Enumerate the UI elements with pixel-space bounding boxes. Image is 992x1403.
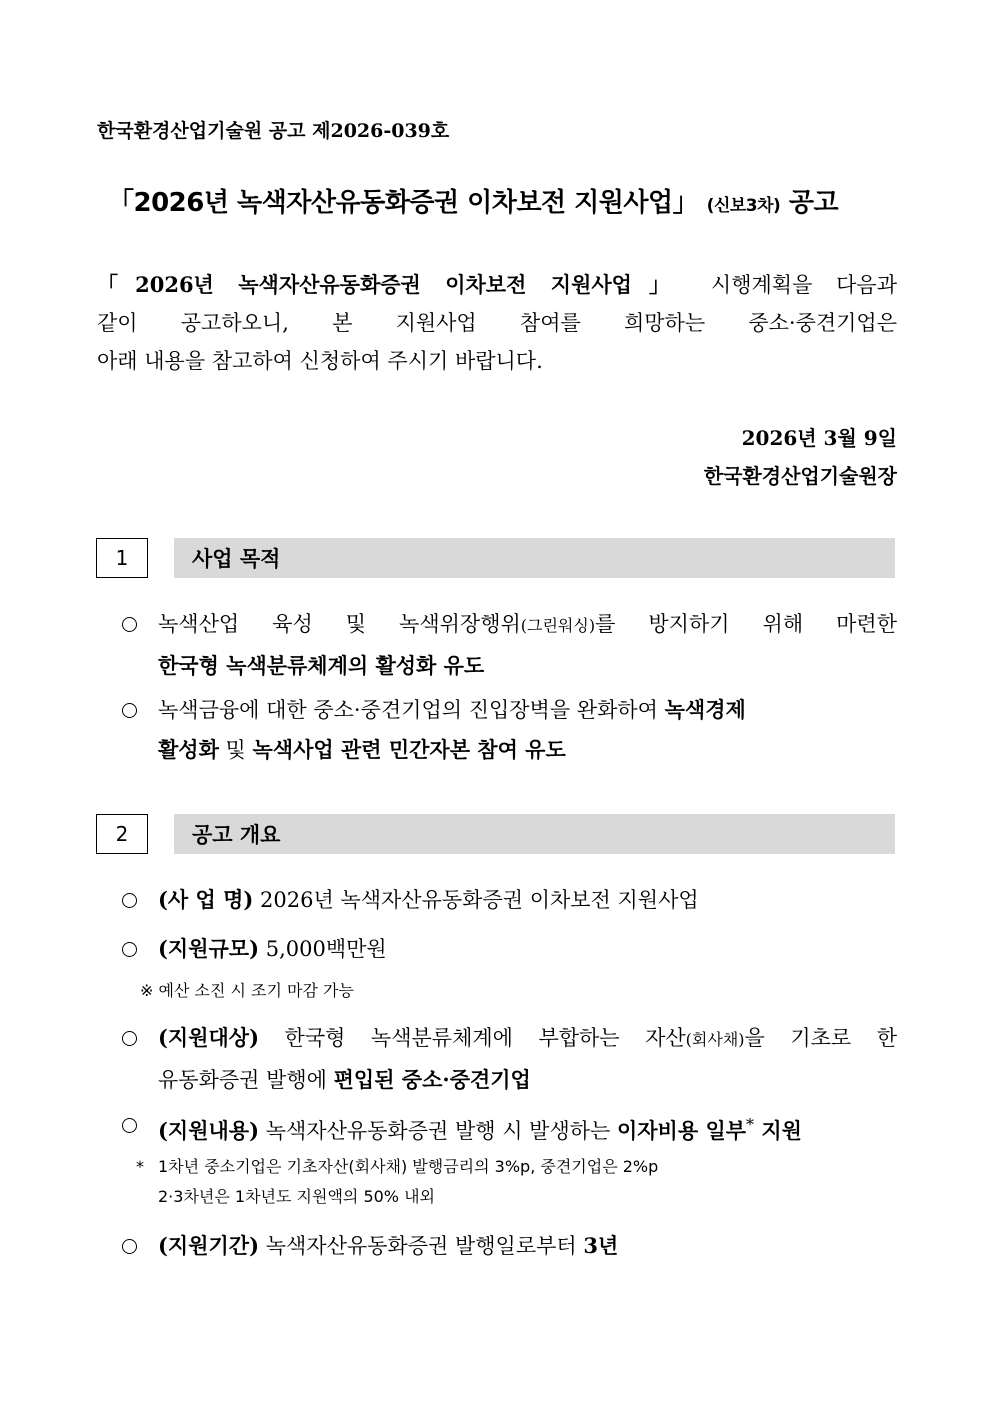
item-bold-text: 지원 xyxy=(754,1118,802,1143)
circle-bullet-icon xyxy=(122,1118,137,1133)
item-bold-text: 이자비용 일부 xyxy=(616,1118,747,1143)
item-label: (지원대상) xyxy=(158,1025,260,1050)
item-text: 을 기초로 한 xyxy=(744,1026,897,1050)
support-note-line-2: 2·3차년은 1차년도 지원액의 50% 내외 xyxy=(158,1187,436,1206)
item-text: 녹색자산유동화증권 발행일로부터 xyxy=(259,1234,584,1258)
notice-number: 한국환경산업기술원 공고 제2026-039호 xyxy=(97,120,450,142)
item-label: (지원규모) xyxy=(158,936,260,961)
bullet-bold-text: 녹색사업 관련 민간자본 참여 유도 xyxy=(252,737,566,762)
section-2-number: 2 xyxy=(96,814,148,854)
item-text: 5,000백만원 xyxy=(259,937,387,961)
bullet-text: 녹색금융에 대한 중소·중견기업의 진입장벽을 완화하여 xyxy=(158,698,665,722)
footnote-mark-note: * xyxy=(136,1157,144,1176)
section-1-title: 사업 목적 xyxy=(174,538,895,578)
item-bold-text: 편입된 중소·중견기업 xyxy=(333,1067,531,1092)
item-program-name xyxy=(122,880,897,920)
section-2-title: 공고 개요 xyxy=(174,814,895,854)
item-label: (지원내용) xyxy=(158,1118,260,1143)
circle-bullet-icon xyxy=(122,703,137,718)
document-title xyxy=(108,182,898,219)
circle-bullet-icon xyxy=(122,893,137,908)
bullet-text: 녹색산업 육성 및 녹색위장행위 xyxy=(158,612,521,636)
title-end: 공고 xyxy=(788,188,839,218)
item-text: 한국형 녹색분류체계에 부합하는 자산 xyxy=(259,1026,686,1050)
item-small-text: (회사채) xyxy=(685,1030,745,1049)
bullet-text: 및 xyxy=(218,738,253,762)
item-text: 유동화증권 발행에 xyxy=(158,1068,334,1092)
bullet-bold-text: 녹색경제 xyxy=(664,697,746,722)
title-sub: (신보3차) xyxy=(706,196,781,216)
circle-bullet-icon xyxy=(122,617,137,632)
bullet-text: 를 방지하기 위해 마련한 xyxy=(595,612,898,636)
item-text: 녹색자산유동화증권 발행 시 발생하는 xyxy=(259,1119,617,1143)
item-support-content xyxy=(122,1105,897,1151)
support-note-line-1: 1차년 중소기업은 기초자산(회사채) 발행금리의 3%p, 중견기업은 2%p xyxy=(158,1157,659,1176)
section-1-bullet-1 xyxy=(122,604,897,686)
signer: 한국환경산업기술원장 xyxy=(703,464,897,488)
bullet-bold-text: 한국형 녹색분류체계의 활성화 유도 xyxy=(158,653,485,678)
circle-bullet-icon xyxy=(122,1239,137,1254)
intro-line1-rest: 시행계획을 다음과 xyxy=(687,273,898,297)
bullet-small-text: (그린워싱) xyxy=(520,616,596,635)
intro-line3: 아래 내용을 참고하여 신청하여 주시기 바랍니다. xyxy=(97,349,543,373)
budget-note: ※ 예산 소진 시 조기 마감 가능 xyxy=(140,981,354,1000)
item-label: (지원기간) xyxy=(158,1233,260,1258)
item-text: 2026년 녹색자산유동화증권 이차보전 지원사업 xyxy=(253,888,699,912)
intro-program-name: 「2026년 녹색자산유동화증권 이차보전 지원사업」 xyxy=(97,272,688,297)
item-label: (사 업 명) xyxy=(158,887,254,912)
title-main: 「2026년 녹색자산유동화증권 이차보전 지원사업」 xyxy=(108,188,699,218)
section-1-bullet-2 xyxy=(122,690,897,770)
item-support-scale xyxy=(122,929,897,969)
intro-paragraph xyxy=(97,266,897,380)
intro-line2: 같이 공고하오니, 본 지원사업 참여를 희망하는 중소·중견기업은 xyxy=(97,311,897,335)
item-support-target xyxy=(122,1018,897,1100)
item-bold-text: 3년 xyxy=(583,1233,619,1258)
section-1-number: 1 xyxy=(96,538,148,578)
notice-date: 2026년 3월 9일 xyxy=(741,426,897,450)
item-support-period xyxy=(122,1226,897,1266)
circle-bullet-icon xyxy=(122,942,137,957)
footnote-mark: * xyxy=(746,1115,755,1134)
circle-bullet-icon xyxy=(122,1031,137,1046)
bullet-bold-text: 활성화 xyxy=(158,737,219,762)
